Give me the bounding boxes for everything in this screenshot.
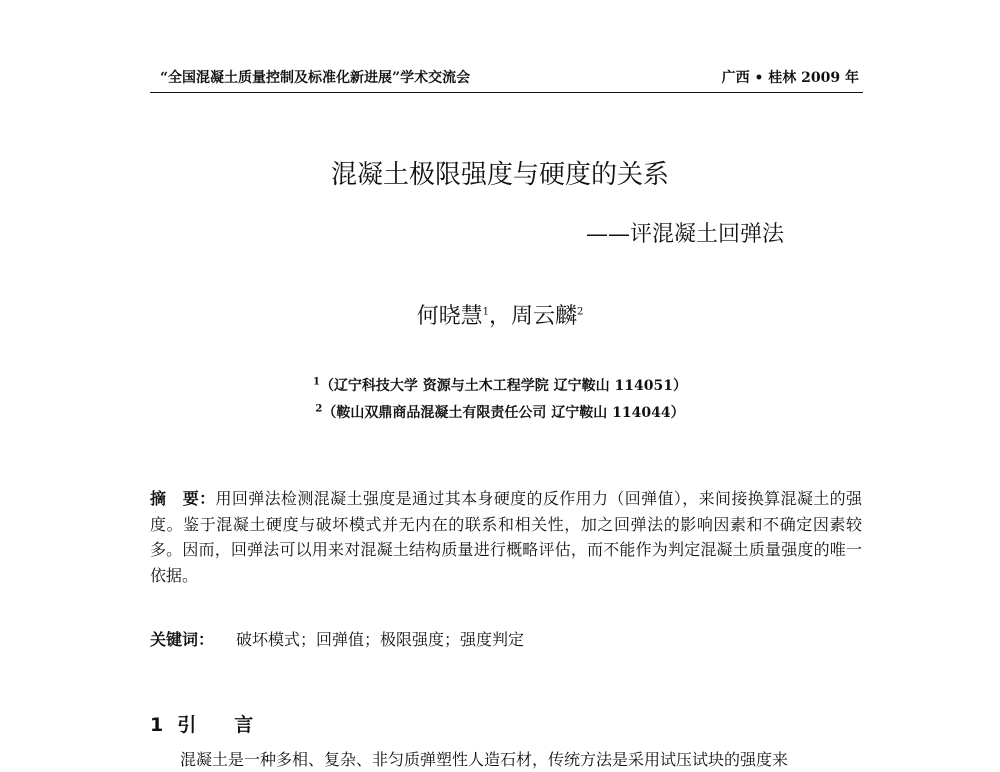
author-list [0,302,1000,332]
abstract-label: 摘 要： [150,489,216,508]
affiliation-2 [0,403,1000,423]
author-affiliation-mark: 1 [482,306,489,318]
conference-name: “全国混凝土质量控制及标准化新进展”学术交流会 [160,70,471,86]
paper-subtitle: ——评混凝土回弹法 [586,222,785,247]
paper-title: 混凝土极限强度与硬度的关系 [330,160,669,190]
abstract [150,486,862,588]
author-name: 周云麟 [511,304,578,329]
running-header [150,68,863,93]
body-text: 混凝土是一种多相、复杂、非匀质弹塑性人造石材，传统方法是采用试压试块的强度来 [180,750,789,769]
abstract-text: 用回弹法检测混凝土强度是通过其本身硬度的反作用力（回弹值），来间接换算混凝土的强度。鉴于混凝土硬度与破坏模式并无内在的联系和相关性，加之回弹法的影响因素和不确定因素较多。因而，回弹法可以用来对混凝土结构质量进行概略评估，而不能作为判定混凝土质量强度的唯一依据。 [150,489,862,585]
section-title: 引 言 [177,714,254,736]
affiliation-text: （鞍山双鼎商品混凝土有限责任公司 辽宁鞍山 114044） [322,405,685,421]
keywords [150,628,524,652]
section-heading [150,712,253,738]
affiliation-mark: 2 [315,403,323,415]
keywords-text: 破坏模式；回弹值；极限强度；强度判定 [236,630,525,649]
author-separator: ， [488,304,511,329]
section-number: 1 [150,714,164,736]
author-affiliation-mark: 2 [577,306,584,318]
keywords-label: 关键词： [150,630,215,649]
affiliation-mark: 1 [312,376,320,388]
affiliation-text: （辽宁科技大学 资源与土木工程学院 辽宁鞍山 114051） [319,378,688,394]
affiliation-1 [0,376,1000,396]
location-date: 广西 • 桂林 2009 年 [721,70,859,86]
author-name: 何晓慧 [416,304,483,329]
